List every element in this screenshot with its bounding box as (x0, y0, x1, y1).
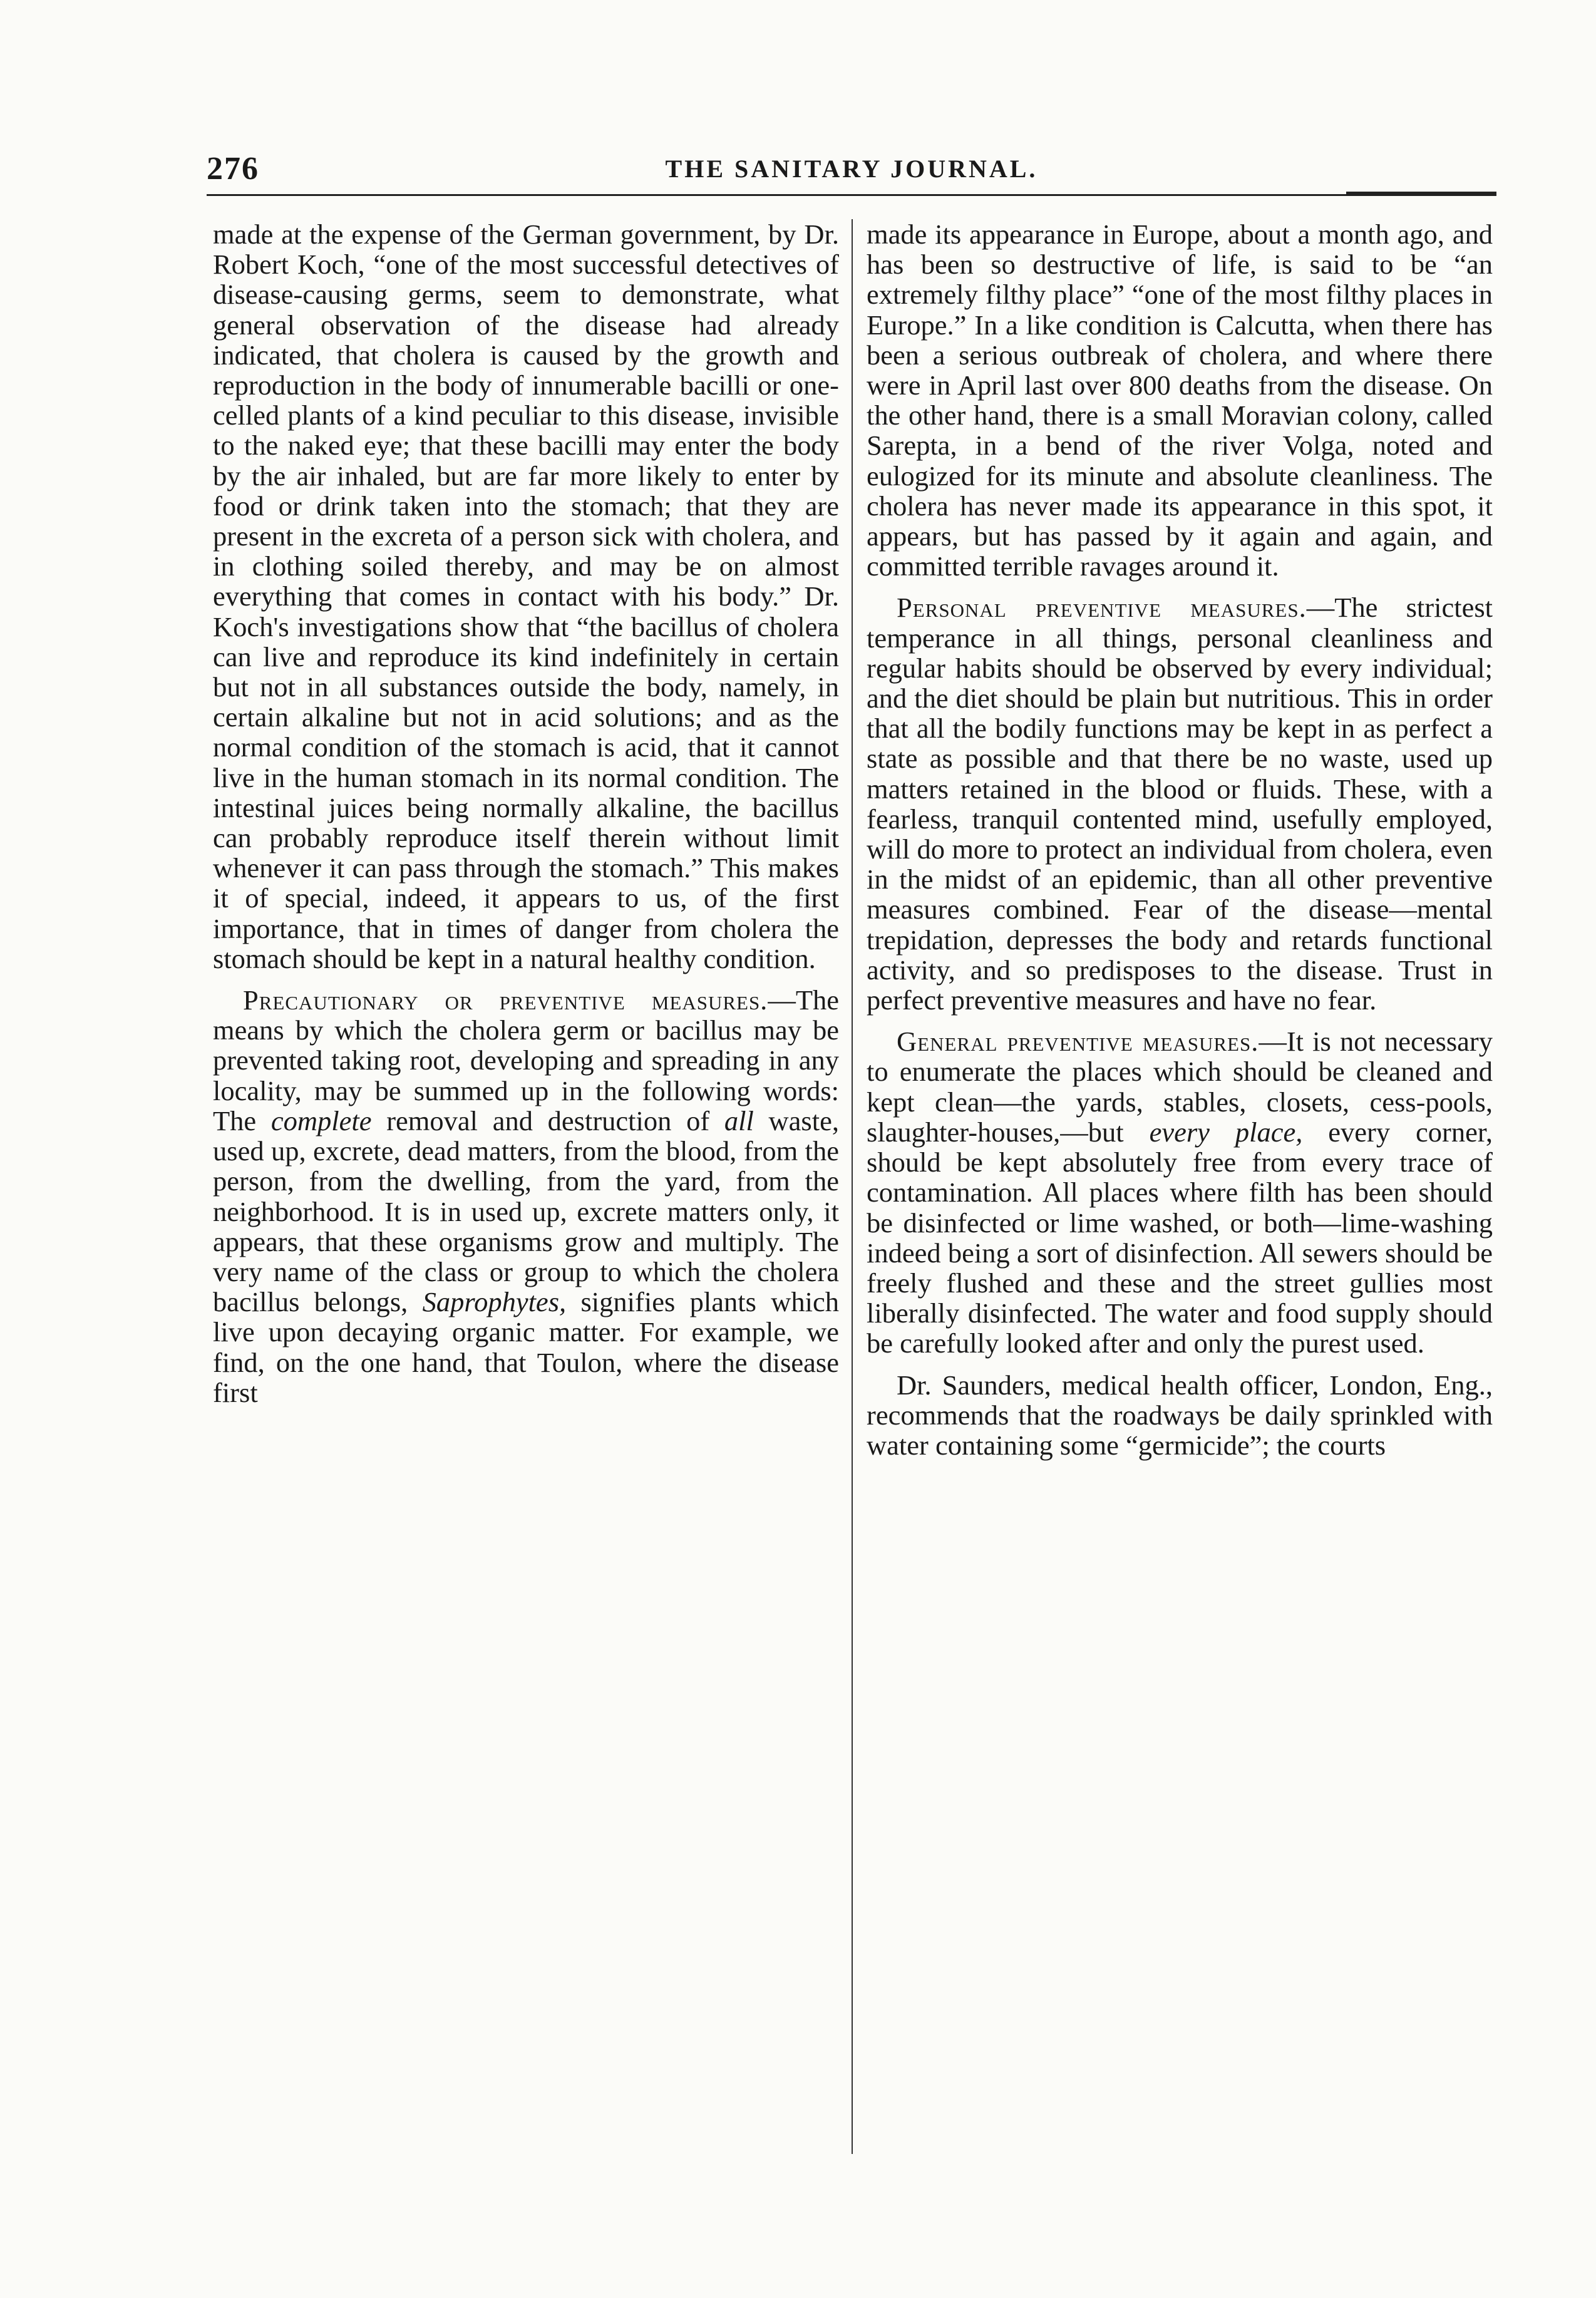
section-heading-precautionary: Precautionary or preventive measures. (243, 984, 768, 1016)
page-number: 276 (207, 151, 259, 187)
right-paragraph-3: General preventive measures.—It is not necessary to enumerate the places which should be cleaned and kept clean—the yards, stables, closets, cess-pools, slaughter-houses,—but every place, every corner, should be kept absolutely free from every trace of contamination. All places where filth has been should be disinfected or lime washed, or both—lime-washing indeed being a sort of disinfection. All sewers should be freely flushed and these and the street gullies most liberally disinfected. The water and food supply should be carefully looked after and only the purest used. (867, 1026, 1493, 1359)
right-column (867, 219, 1493, 2173)
column-divider (852, 219, 853, 2154)
left-paragraph-2: Precautionary or preventive measures.—The means by which the cholera germ or bacillus may be prevented taking root, developing and spreading in any locality, may be summed up in the following words: The complete removal and destruction of all waste, used up, excrete, dead matters, from the blood, from the person, from the dwelling, from the yard, from the neighborhood. It is in used up, excrete matters only, it appears, that these organisms grow and multiply. The very name of the class or group to which the cholera bacillus belongs, Saprophytes, signifies plants which live upon decaying organic matter. For example, we find, on the one hand, that Toulon, where the disease first (213, 984, 839, 1408)
section-heading-personal: Personal preventive measures. (897, 592, 1307, 624)
header-rule (207, 194, 1496, 196)
running-head: THE SANITARY JOURNAL. (665, 155, 1038, 183)
right-paragraph-1: made its appearance in Europe, about a month ago, and has been so destructive of life, is said to be “an extremely filthy place” “one of the most filthy places in Europe.” In a like condition is Calcutta, when there has been a serious outbreak of cholera, and where there were in April last over 800 deaths from the disease. On the other hand, there is a small Moravian colony, called Sarepta, in a bend of the river Volga, noted and eulogized for its minute and absolute cleanliness. The cholera has never made its appearance in this spot, it appears, but has passed by it again and again, and committed terrible ravages around it. (867, 219, 1493, 582)
left-paragraph-1: made at the expense of the German government, by Dr. Robert Koch, “one of the most successful detectives of disease-causing germs, seem to demonstrate, what general observation of the disease had already indicated, that cholera is caused by the growth and reproduction in the body of innumerable bacilli or one-celled plants of a kind peculiar to this disease, invisible to the naked eye; that these bacilli may enter the body by the air inhaled, but are far more likely to enter by food or drink taken into the stomach; that they are present in the excreta of a person sick with cholera, and in clothing soiled thereby, and may be on almost everything that comes in contact with his body.” Dr. Koch's investigations show that “the bacillus of cholera can live and reproduce its kind indefinitely in certain but not in all substances outside the body, namely, in certain alkaline but not in acid solutions; and as the normal condition of the stomach is acid, that it cannot live in the human stomach in its normal condition. The intestinal juices being normally alkaline, the bacillus can probably reproduce itself therein without limit whenever it can pass through the stomach.” This makes it of special, indeed, it appears to us, of the first importance, that in times of danger from cholera the stomach should be kept in a natural healthy condition. (213, 219, 839, 974)
right-paragraph-2: Personal preventive measures.—The strictest temperance in all things, personal cleanliness and regular habits should be observed by every individual; and the diet should be plain but nutritious. This in order that all the bodily functions may be kept in as perfect a state as possible and that there be no waste, used up matters retained in the blood or fluids. These, with a fearless, tranquil contented mind, usefully employed, will do more to protect an individual from cholera, even in the midst of an epidemic, than all other preventive measures combined. Fear of the disease—mental trepidation, depresses the body and retards functional activity, and so predisposes to the disease. Trust in perfect preventive measures and have no fear. (867, 592, 1493, 1016)
left-column (213, 219, 839, 2173)
header-rule-accent (1346, 192, 1496, 194)
section-heading-general: General preventive measures. (897, 1026, 1259, 1058)
page-header (207, 150, 1496, 188)
right-paragraph-4: Dr. Saunders, medical health officer, London, Eng., recommends that the roadways be daily sprinkled with water containing some “germicide”; the courts (867, 1369, 1493, 1461)
